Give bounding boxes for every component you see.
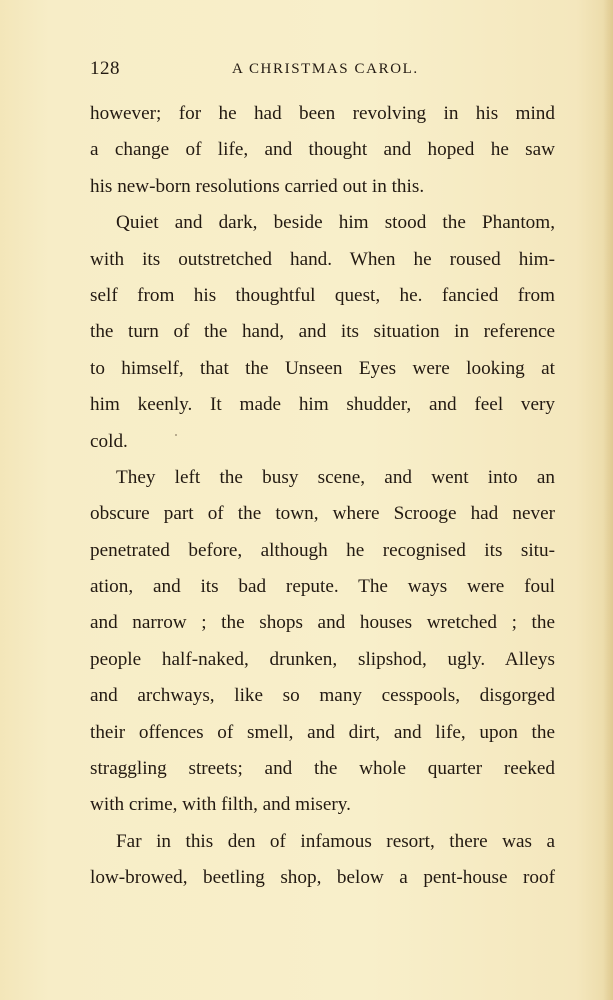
text-line: Far in this den of infamous resort, there was a — [116, 830, 555, 852]
text-line: low-browed, beetling shop, below a pent-house roof — [90, 867, 555, 889]
text-line: and narrow ; the shops and houses wretched ; the — [90, 612, 555, 634]
text-line: his new-born resolutions carried out in this. — [90, 175, 425, 197]
page-edge-shadow — [603, 0, 613, 1000]
page-number: 128 — [90, 58, 120, 79]
text-line: Quiet and dark, beside him stood the Phantom, — [116, 212, 555, 234]
text-line: with its outstretched hand. When he roused him- — [90, 248, 555, 270]
text-line: people half-naked, drunken, slipshod, ugly. Alleys — [90, 648, 555, 670]
text-line: the turn of the hand, and its situation in reference — [90, 321, 555, 343]
text-line: with crime, with filth, and misery. — [90, 794, 351, 816]
text-line: straggling streets; and the whole quarter reeked — [90, 758, 555, 780]
text-line: They left the busy scene, and went into an — [116, 466, 555, 488]
running-title: A CHRISTMAS CAROL. — [232, 61, 419, 77]
text-line: and archways, like so many cesspools, disgorged — [90, 685, 555, 707]
text-line: ation, and its bad repute. The ways were foul — [90, 576, 555, 598]
text-line: obscure part of the town, where Scrooge had never — [90, 503, 555, 525]
text-line: penetrated before, although he recognised its situ- — [90, 539, 555, 561]
text-line: self from his thoughtful quest, he. fancied from — [90, 284, 555, 306]
text-line: him keenly. It made him shudder, and feel very — [90, 394, 555, 416]
text-line: to himself, that the Unseen Eyes were looking at — [90, 357, 555, 379]
text-line: however; for he had been revolving in his mind — [90, 103, 555, 124]
text-line: their offences of smell, and dirt, and life, upon the — [90, 721, 555, 743]
body-text — [90, 96, 555, 897]
text-line: a change of life, and thought and hoped he saw — [90, 139, 555, 161]
text-line: cold. — [90, 430, 128, 452]
ink-speck — [175, 434, 177, 436]
